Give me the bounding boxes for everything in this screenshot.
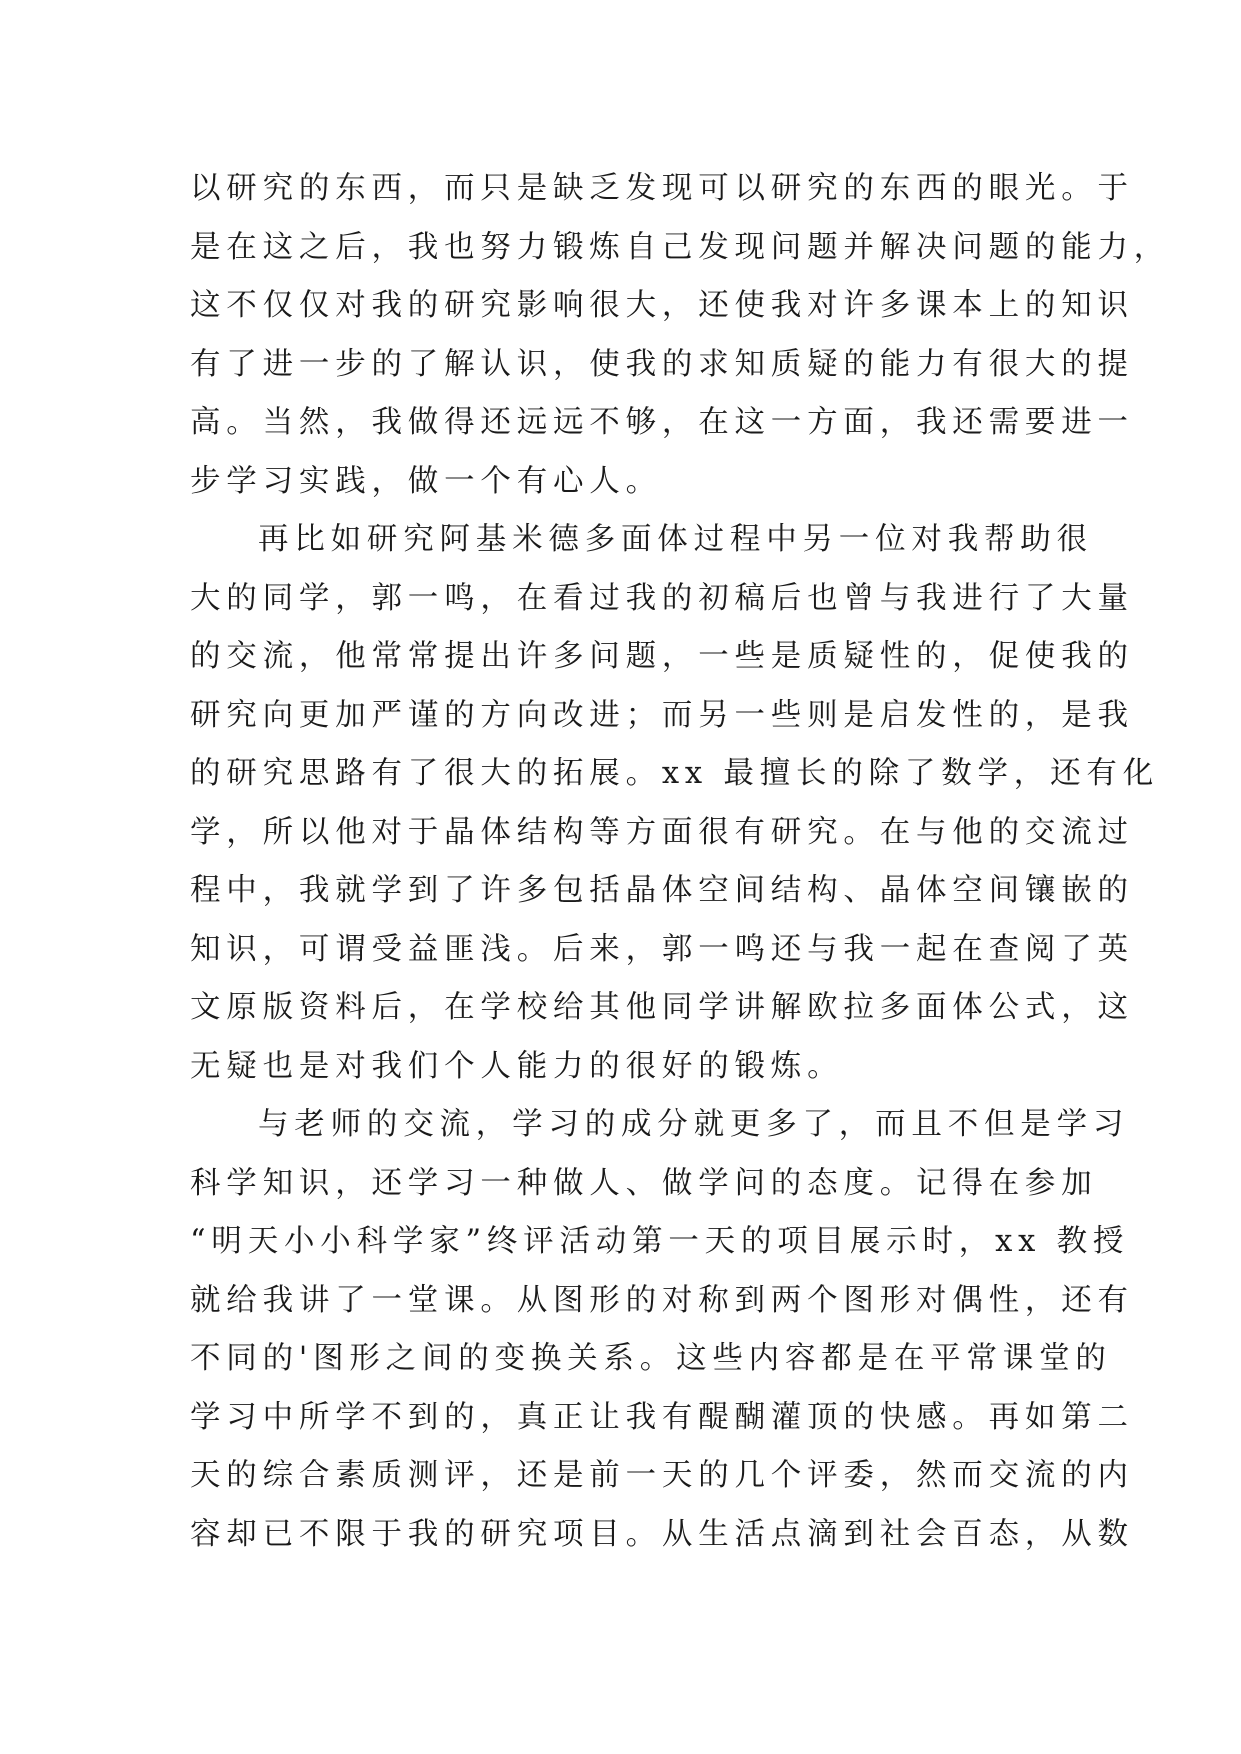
text-line: 无疑也是对我们个人能力的很好的锻炼。 xyxy=(190,1048,844,1084)
text-line: 学，所以他对于晶体结构等方面很有研究。在与他的交流过 xyxy=(190,814,1134,850)
text-line: 不同的'图形之间的变换关系。这些内容都是在平常课堂的 xyxy=(190,1341,1112,1376)
text-line: 以研究的东西，而只是缺乏发现可以研究的东西的眼光。于 xyxy=(190,171,1134,206)
text-line: 科学知识，还学习一种做人、做学问的态度。记得在参加 xyxy=(190,1165,1098,1201)
text-line: 这不仅仅对我的研究影响很大，还使我对许多课本上的知识 xyxy=(190,288,1134,323)
text-line: “明天小小科学家”终评活动第一天的项目展示时，xx 教授 xyxy=(190,1224,1130,1259)
text-line: 步学习实践，做一个有心人。 xyxy=(190,463,662,499)
text-line: 大的同学，郭一鸣，在看过我的初稿后也曾与我进行了大量 xyxy=(190,580,1134,616)
text-line: 程中，我就学到了许多包括晶体空间结构、晶体空间镶嵌的 xyxy=(190,873,1134,908)
text-line: 是在这之后，我也努力锻炼自己发现问题并解决问题的能力， xyxy=(190,229,1171,265)
text-line: 再比如研究阿基米德多面体过程中另一位对我帮助很 xyxy=(258,522,1093,557)
text-line: 天的综合素质测评，还是前一天的几个评委，然而交流的内 xyxy=(190,1458,1134,1493)
text-line: 的交流，他常常提出许多问题，一些是质疑性的，促使我的 xyxy=(190,639,1134,674)
text-line: 与老师的交流，学习的成分就更多了，而且不但是学习 xyxy=(258,1107,1130,1142)
body-text xyxy=(190,160,1171,1564)
text-line: 文原版资料后，在学校给其他同学讲解欧拉多面体公式，这 xyxy=(190,990,1134,1025)
text-line: 有了进一步的了解认识，使我的求知质疑的能力有很大的提 xyxy=(190,346,1134,382)
text-line: 研究向更加严谨的方向改进；而另一些则是启发性的，是我 xyxy=(190,697,1134,733)
text-line: 容却已不限于我的研究项目。从生活点滴到社会百态，从数 xyxy=(190,1516,1134,1552)
text-line: 高。当然，我做得还远远不够，在这一方面，我还需要进一 xyxy=(190,405,1134,440)
text-line: 知识，可谓受益匪浅。后来，郭一鸣还与我一起在查阅了英 xyxy=(190,931,1134,967)
text-line: 的研究思路有了很大的拓展。xx 最擅长的除了数学，还有化 xyxy=(190,756,1159,791)
text-line: 就给我讲了一堂课。从图形的对称到两个图形对偶性，还有 xyxy=(190,1282,1134,1318)
text-line: 学习中所学不到的，真正让我有醍醐灌顶的快感。再如第二 xyxy=(190,1399,1134,1435)
